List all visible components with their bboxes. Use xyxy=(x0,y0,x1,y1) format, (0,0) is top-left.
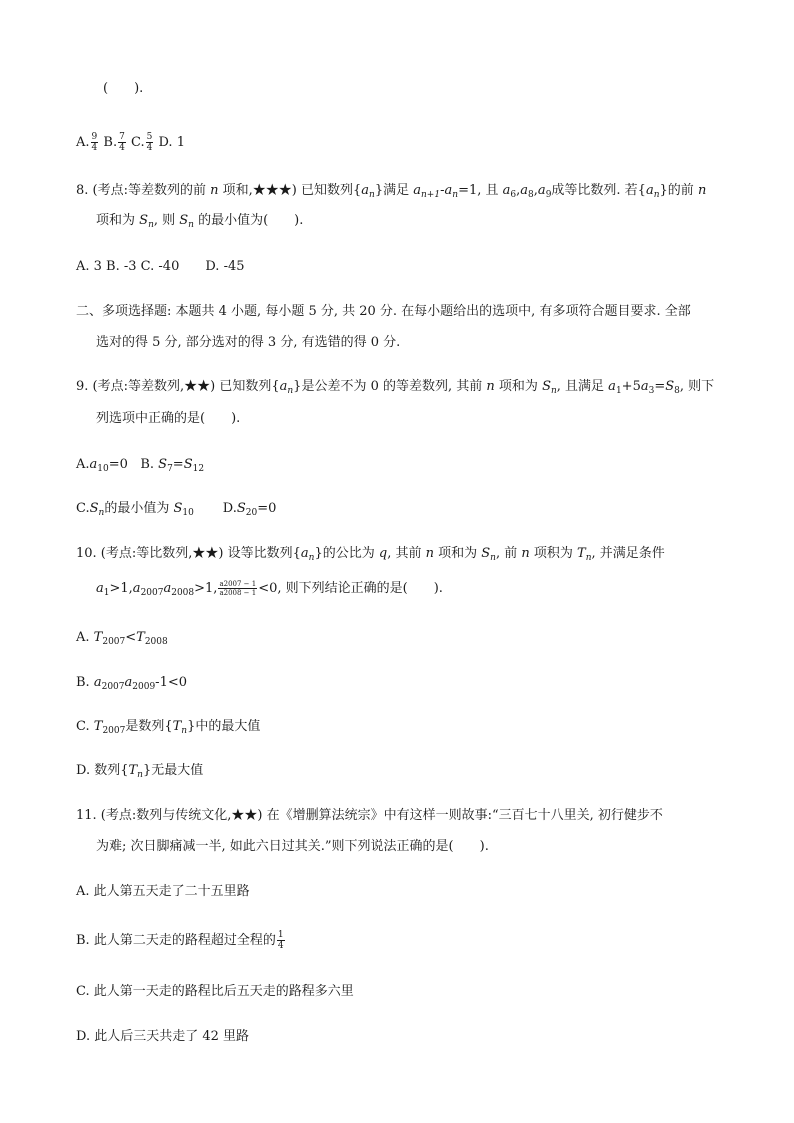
q11-option-a: A. 此人第五天走了二十五里路 xyxy=(76,884,250,899)
q7-options: A. $\frac{9}{4}$ B. $\frac{7}{4}$ C. $\frac{5}{4}$ D. 1 xyxy=(76,132,185,153)
fraction: $\frac{5}{4}$ xyxy=(146,132,153,153)
q9-line1: 9. (考点:等差数列,★★) 已知数列$\{a_n\}$是公差不为 0 的等差数列, 其前 n 项和为 $S_n$, 且满足 $a_1+5a_3=S_8$, 则下 xyxy=(76,379,715,396)
q10-line2: $a_1>1,a_{2007}a_{2008}>1$, $\frac{a2007 - 1}{a2008 - 1}$ <0, 则下列结论正确的是( ). xyxy=(96,580,443,598)
q8-options: A. 3 B. -3 C. -40 D. -45 xyxy=(76,259,245,274)
fraction: $\frac{a2007 - 1}{a2008 - 1}$ xyxy=(219,580,257,597)
q10-line1: 10. (考点:等比数列,★★) 设等比数列$\{a_n\}$的公比为 q, 其前 n 项和为 $S_n$, 前 n 项积为 $T_n$, 并满足条件 xyxy=(76,546,665,563)
fraction: $\frac{1}{4}$ xyxy=(277,930,284,951)
q9-line2: 列选项中正确的是( ). xyxy=(96,411,241,426)
q11-option-b: B. 此人第二天走的路程超过全程的 $\frac{1}{4}$ xyxy=(76,930,284,951)
q11-option-c: C. 此人第一天走的路程比后五天走的路程多六里 xyxy=(76,984,354,999)
q10-option-a: A. $T_{2007}<T_{2008}$ xyxy=(76,630,168,647)
section2-line2: 选对的得 5 分, 部分选对的得 3 分, 有选错的得 0 分. xyxy=(96,335,401,350)
fraction: $\frac{7}{4}$ xyxy=(119,132,125,153)
q11-line2: 为难; 次日脚痛减一半, 如此六日过其关.”则下列说法正确的是( ). xyxy=(96,839,489,854)
q8-line1: 8. (考点:等差数列的前 n 项和,★★★) 已知数列$\{a_n\}$满足 $a_{n+1}-a_n=1$, 且 $a_6,a_8,a_9$成等比数列. 若$\{a_n\}$的前 n xyxy=(76,183,707,200)
q9-options-ab: $A.a_{10}=0$ B. $S_7=S_{12}$ xyxy=(76,457,205,474)
section2-line1: 二、多项选择题: 本题共 4 小题, 每小题 5 分, 共 20 分. 在每小题给出的选项中, 有多项符合题目要求. 全部 xyxy=(76,304,691,319)
q7-paren: ( ). xyxy=(103,81,144,96)
q9-options-cd: $C.S_n$的最小值为 $S_{10}$ $D.S_{20}=0$ xyxy=(76,501,277,518)
q10-option-b: B. $a_{2007}a_{2009}-1<0$ xyxy=(76,675,187,692)
q8-line2: 项和为 $S_n$, 则 $S_n$ 的最小值为( ). xyxy=(96,213,304,230)
q10-option-d: D. 数列$\{T_n\}$无最大值 xyxy=(76,763,204,780)
q11-option-d: D. 此人后三天共走了 42 里路 xyxy=(76,1029,250,1044)
q11-line1: 11. (考点:数列与传统文化,★★) 在《增删算法统宗》中有这样一则故事:“三百七十八里关, 初行健步不 xyxy=(76,808,663,823)
q10-option-c: C. $T_{2007}$是数列$\{T_n\}$中的最大值 xyxy=(76,719,261,736)
fraction: $\frac{9}{4}$ xyxy=(91,132,98,153)
